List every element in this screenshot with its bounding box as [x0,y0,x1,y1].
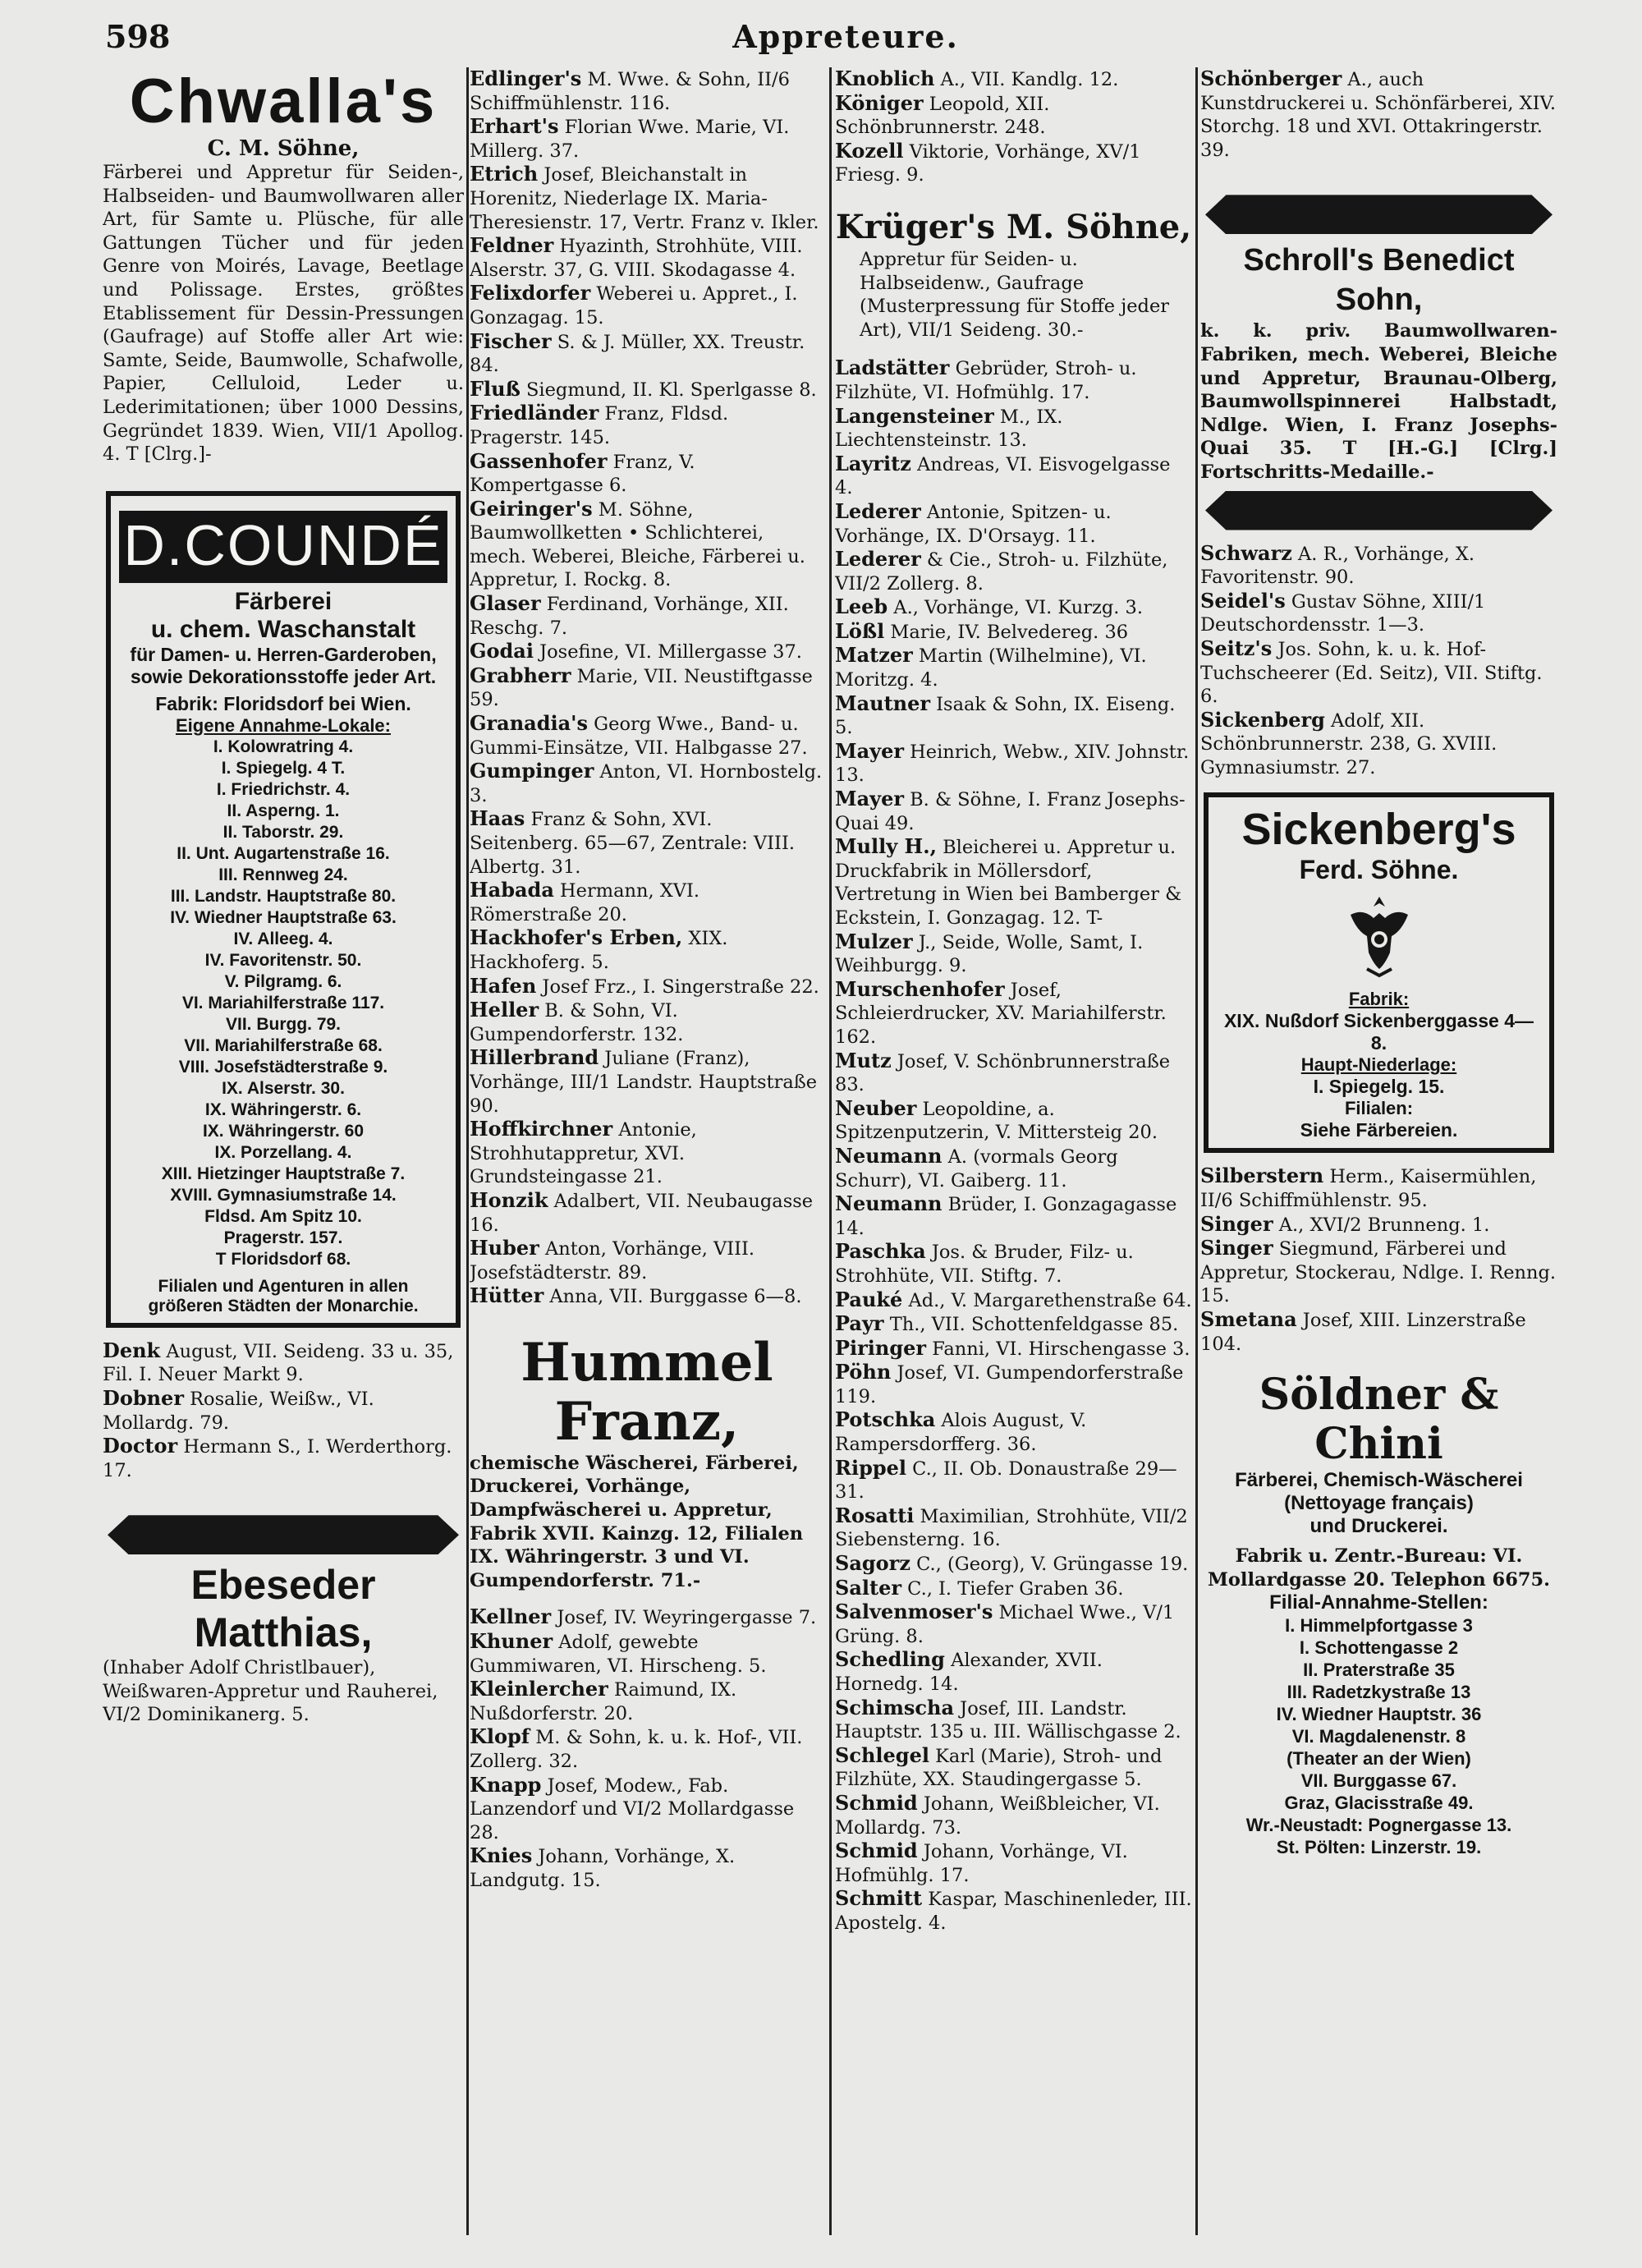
list-item: Seitz's Jos. Sohn, k. u. k. Hof-Tuchscheerer (Ed. Seitz), VII. Stiftg. 6. [1200,636,1543,708]
double-eagle-emblem-icon [1342,890,1416,980]
schroll-title: Schroll's Benedict Sohn, [1243,243,1515,318]
ebeseder-title: Ebeseder Matthias, [190,1562,376,1656]
list-item: Layritz Andreas, VI. Eisvogelgasse 4. [835,451,1171,499]
list-item: Leeb A., Vorhänge, VI. Kurzg. 3. [835,595,1143,619]
hummel-title: Hummel Franz, [521,1331,773,1453]
sickenberg-filialen-label: Filialen: [1344,1098,1414,1119]
list-item: Salter C., I. Tiefer Graben 36. [835,1575,1124,1600]
list-item: Ladstätter Gebrüder, Stroh- u. Filzhüte, VI. Hofmühlg. 17. [835,356,1137,403]
list-item: Matzer Martin (Wilhelmine), VI. Moritzg. 4. [835,643,1147,691]
list-item: Grabherr Marie, VII. Neustiftgasse 59. [470,663,813,711]
list-item: Khuner Adolf, gewebte Gummiwaren, VI. Hirscheng. 5. [470,1629,767,1677]
list-item: Neumann A. (vormals Georg Schurr), VI. Gaiberg. 11. [835,1143,1118,1191]
soeldner-ad [1200,1370,1557,1858]
list-item: Piringer Fanni, VI. Hirschengasse 3. [835,1335,1190,1360]
krueger-ad [835,207,1192,342]
list-item: Honzik Adalbert, VII. Neubaugasse 16. [470,1187,814,1236]
col4-entries-2 [1200,542,1557,780]
list-item: Fischer S. & J. Müller, XX. Treustr. 84. [470,328,805,377]
list-item: Neumann Brüder, I. Gonzagagasse 14. [835,1191,1177,1239]
list-item: Felixdorfer Weberei u. Appret., I. Gonzagag. 15. [470,281,798,328]
sickenberg-niederlage-label: Haupt-Niederlage: [1300,1054,1457,1076]
sickenberg-fabrik-label: Fabrik: [1348,989,1410,1010]
krueger-body: Appretur für Seiden- u. Halbseidenw., Gaufrage (Musterpressung für Stoffe jeder Art), VII/1 Seideng. 30.- [860,248,1170,341]
soeldner-filials: I. Himmelpfortgasse 3 I. Schottengasse 2 II. Praterstraße 35 III. Radetzkystraße 13 IV. Wiedner Hauptstr. 36 VI. Magdalenenstr. 8 (Theater an der Wien) VII. Burggasse 67. Graz, Glacisstraße 49. Wr.-Neustadt: Pognergasse 13. St. Pölten: Linzerstr. 19. [1245,1615,1512,1858]
list-item: Dobner Rosalie, Weißw., VI. Mollardg. 79. [103,1385,374,1434]
list-item: Schimscha Josef, III. Landstr. Hauptstr. 135 u. III. Wällischgasse 2. [835,1695,1181,1743]
krueger-title: Krüger's M. Söhne, [835,207,1192,246]
counde-line1: Färberei [234,587,333,615]
chwalla-title: Chwalla's [129,67,438,136]
list-item: Geiringer's M. Söhne, Baumwollketten • Schlichterei, mech. Weberei, Bleiche, Färberei u. Appretur, I. Rockg. 8. [470,496,805,591]
ebeseder-body: (Inhaber Adolf Christlbauer), Weißwaren-Appretur und Rauherei, VI/2 Dominikanerg. 5. [103,1657,438,1726]
soeldner-fabrik: Fabrik u. Zentr.-Bureau: VI. Mollardgasse 20. Telephon 6675. [1207,1545,1551,1591]
list-item: Knapp Josef, Modew., Fab. Lanzendorf und VI/2 Mollardgasse 28. [470,1772,795,1843]
list-item: Schwarz A. R., Vorhänge, X. Favoritenstr. 90. [1200,540,1475,589]
column-rule [829,67,832,2235]
list-item: Kozell Viktorie, Vorhänge, XV/1 Friesg. 9. [835,138,1141,186]
col3-entries [835,67,1192,187]
list-item: Feldner Hyazinth, Strohhüte, VIII. Alserstr. 37, G. VIII. Skodagasse 4. [470,233,803,281]
col4-entries-3 [1200,1164,1557,1356]
hummel-ad [470,1331,824,1593]
sickenberg-subtitle: Ferd. Söhne. [1299,855,1459,885]
list-item: Klopf M. & Sohn, k. u. k. Hof-, VII. Zollerg. 32. [470,1724,803,1772]
list-item: Mayer Heinrich, Webw., XIV. Johnstr. 13. [835,738,1190,787]
list-item: Lößl Marie, IV. Belvedereg. 36 [835,618,1129,643]
list-item: Lederer & Cie., Stroh- u. Filzhüte, VII/2 Zollerg. 8. [835,547,1168,595]
list-item: Schlegel Karl (Marie), Stroh- und Filzhüte, XX. Staudingergasse 5. [835,1742,1163,1791]
list-item: Lederer Antonie, Spitzen- u. Vorhänge, IX. D'Orsayg. 11. [835,498,1112,547]
list-item: Langensteiner M., IX. Liechtensteinstr. 13. [835,403,1063,452]
hummel-body: chemische Wäscherei, Färberei, Druckerei, Vorhänge, Dampfwäscherei u. Appretur, Fabrik XVII. Kainzg. 12, Filialen IX. Währingerstr. 3 und VI. Gumpendorferstr. 71.- [470,1452,804,1591]
counde-annahme-title: Eigene Annahme-Lokale: [175,714,391,736]
counde-ad [106,491,461,1328]
list-item: Sickenberg Adolf, XII. Schönbrunnerstr. 238, G. XVIII. Gymnasiumstr. 27. [1200,707,1498,778]
list-item: Neuber Leopoldine, a. Spitzenputzerin, V. Mittersteig 20. [835,1095,1158,1144]
list-item: Hoffkirchner Antonie, Strohhutappretur, XVI. Grundsteingasse 21. [470,1117,697,1188]
col2-entries [470,67,824,1309]
list-item: Singer A., XVI/2 Brunneng. 1. [1200,1211,1490,1236]
list-item: Huber Anton, Vorhänge, VIII. Josefstädterstr. 89. [470,1236,755,1283]
list-item: Potschka Alois August, V. Rampersdorfferg. 36. [835,1407,1087,1456]
list-item: Pöhn Josef, VI. Gumpendorferstraße 119. [835,1360,1184,1407]
soeldner-line3: und Druckerei. [1309,1515,1448,1538]
list-item: Hafen Josef Frz., I. Singerstraße 22. [470,973,819,998]
list-item: Mayer B. & Söhne, I. Franz Josephs-Quai 49. [835,787,1186,834]
divider-bar [1205,491,1553,530]
page-number: 598 [105,18,171,55]
counde-locations: I. Kolowratring 4. I. Spiegelg. 4 T. I. Friedrichstr. 4. II. Asperng. 1. II. Taborstr. 29. II. Unt. Augartenstraße 16. III. Rennweg 24. III. Landstr. Hauptstraße 80. IV. Wiedner Hauptstraße 63. IV. Alleeg. 4. IV. Favoritenstr. 50. V. Pilgramg. 6. VI. Mariahilferstraße 117. VII. Burgg. 79. VII. Mariahilferstraße 68. VIII. Josefstädterstraße 9. IX. Alserstr. 30. IX. Währingerstr. 6. IX. Währingerstr. 60 IX. Porzellang. 4. XIII. Hietzinger Hauptstraße 7. XVIII. Gymnasiumstraße 14. Fldsd. Am Spitz 10. Pragerstr. 157. T Floridsdorf 68. [161,737,406,1269]
list-item: Schmid Johann, Vorhänge, VI. Hofmühlg. 17. [835,1839,1128,1886]
soeldner-title: Söldner & Chini [1259,1370,1499,1470]
counde-line3: für Damen- u. Herren-Garderoben, sowie Dekorationsstoffe jeder Art. [130,643,437,687]
ebeseder-ad [103,1561,464,1727]
col3-entries-2 [835,356,1192,1935]
list-item: Gumpinger Anton, VI. Hornbostelg. 3. [470,759,823,806]
list-item: Mulzer J., Seide, Wolle, Samt, I. Weihburgg. 9. [835,929,1144,977]
column-1 [103,67,464,2235]
list-item: Knies Johann, Vorhänge, X. Landgutg. 15. [470,1843,736,1891]
chwalla-ad [103,67,464,466]
sickenberg-ad [1204,792,1554,1153]
list-item: Hütter Anna, VII. Burggasse 6—8. [470,1283,802,1308]
list-item: Denk August, VII. Seideng. 33 u. 35, Fil. I. Neuer Markt 9. [103,1338,454,1386]
soeldner-filial-title: Filial-Annahme-Stellen: [1269,1591,1488,1614]
soeldner-line1: Färberei, Chemisch-Wäscherei [1235,1469,1523,1492]
list-item: Sagorz C., (Georg), V. Grüngasse 19. [835,1551,1189,1576]
list-item: Königer Leopold, XII. Schönbrunnerstr. 248. [835,90,1050,139]
list-item: Seidel's Gustav Söhne, XIII/1 Deutschordensstr. 1—3. [1200,588,1486,636]
list-item: Mully H., Bleicherei u. Appretur u. Druckfabrik in Möllersdorf, Vertretung in Wien bei Bamberger & Eckstein, I. Gonzagag. 12. T- [835,834,1182,929]
counde-logo: D.COUNDÉ [119,511,447,583]
list-item: Pauké Ad., V. Margarethenstraße 64. [835,1287,1192,1311]
list-item: Gassenhofer Franz, V. Kompertgasse 6. [470,448,695,497]
list-item: Doctor Hermann S., I. Werderthorg. 17. [103,1434,452,1481]
list-item: Smetana Josef, XIII. Linzerstraße 104. [1200,1307,1526,1355]
list-item: Rippel C., II. Ob. Donaustraße 29—31. [835,1455,1177,1504]
list-item: Kellner Josef, IV. Weyringergasse 7. [470,1605,817,1629]
column-4 [1200,67,1557,2235]
list-item: Singer Siegmund, Färberei und Appretur, Stockerau, Ndlge. I. Renng. 15. [1200,1236,1557,1307]
list-item: Mautner Isaak & Sohn, IX. Eiseng. 5. [835,691,1176,739]
list-item: Godai Josefine, VI. Millergasse 37. [470,639,802,663]
divider-bar [108,1515,459,1554]
list-item: Etrich Josef, Bleichanstalt in Horenitz, Niederlage IX. Maria-Theresienstr. 17, Vertr. Franz v. Ikler. [470,162,819,233]
list-item: Murschenhofer Josef, Schleierdrucker, XV. Mariahilferstr. 162. [835,976,1167,1048]
sickenberg-fabrik: XIX. Nußdorf Sickenberggasse 4—8. [1223,1010,1534,1054]
list-item: Mutz Josef, V. Schönbrunnerstraße 83. [835,1048,1171,1096]
list-item: Haas Franz & Sohn, XVI. Seitenberg. 65—67, Zentrale: VIII. Albertg. 31. [470,806,795,878]
list-item: Hillerbrand Juliane (Franz), Vorhänge, III/1 Landstr. Hauptstraße 90. [470,1045,818,1117]
schroll-body: k. k. priv. Baumwollwaren-Fabriken, mech. Weberei, Bleiche und Appretur, Braunau-Olberg, Baumwollspinnerei Halbstadt, Ndlge. Wien, I. Franz Josephs-Quai 35. T [H.-G.] [Clrg.] Fortschritts-Medaille.- [1200,320,1557,483]
list-item: Schmid Johann, Weißbleicher, VI. Mollardg. 73. [835,1790,1160,1839]
column-2 [470,67,824,2235]
divider-bar [1205,195,1553,234]
sickenberg-title: Sickenberg's [1241,805,1516,855]
list-item: Schedling Alexander, XVII. Hornedg. 14. [835,1647,1103,1695]
list-item: Kleinlercher Raimund, IX. Nußdorferstr. 20. [470,1677,737,1724]
running-title: Appreteure. [732,18,959,55]
list-item: Fluß Siegmund, II. Kl. Sperlgasse 8. [470,376,817,401]
list-item: Friedländer Franz, Fldsd. Pragerstr. 145. [470,401,729,448]
column-rule [466,67,469,2235]
schroll-ad [1200,241,1557,484]
column-3 [835,67,1192,2235]
list-item: Glaser Ferdinand, Vorhänge, XII. Reschg. 7. [470,591,789,639]
list-item: Hackhofer's Erben, XIX. Hackhoferg. 5. [470,925,728,973]
soeldner-line2: (Nettoyage français) [1284,1492,1474,1515]
list-item: Edlinger's M. Wwe. & Sohn, II/6 Schiffmühlenstr. 116. [470,67,790,114]
col1-entries [103,1339,464,1483]
col2-entries-2 [470,1605,824,1892]
list-item: Silberstern Herm., Kaisermühlen, II/6 Schiffmühlenstr. 95. [1200,1164,1537,1212]
list-item: Rosatti Maximilian, Strohhüte, VII/2 Siebensterng. 16. [835,1503,1188,1551]
list-item: Erhart's Florian Wwe. Marie, VI. Millerg. 37. [470,114,790,162]
counde-line2: u. chem. Waschanstalt [150,615,416,643]
list-item: Payr Th., VII. Schottenfeldgasse 85. [835,1311,1179,1336]
chwalla-subtitle: C. M. Söhne, [207,136,360,161]
list-item: Heller B. & Sohn, VI. Gumpendorferstr. 132. [470,998,684,1045]
list-item: Salvenmoser's Michael Wwe., V/1 Grüng. 8. [835,1600,1175,1647]
sickenberg-filialen: Siehe Färbereien. [1300,1119,1458,1141]
column-rule [1195,67,1198,2235]
counde-footer: Filialen und Agenturen in allen größeren Städten der Monarchie. [148,1276,419,1315]
chwalla-body: Färberei und Appretur für Seiden-, Halbseiden- und Baumwollwaren aller Art, für Samte u. Plüsche, für alle Gattungen Tücher und für jeden Genre von Moirés, Lavage, Beetlage und Polissage. Erstes, größtes Etablissement für Dessin-Pressungen (Gaufrage) auf Stoffe aller Art wie: Samte, Seide, Baumwolle, Schafwolle, Papier, Celluloid, Leder u. Lederimitationen; über 1000 Dessins, Gegründet 1839. Wien, VII/1 Apollog. 4. T [Clrg.]- [103,162,464,466]
counde-fabrik: Fabrik: Floridsdorf bei Wien. [155,692,411,714]
list-item: Granadia's Georg Wwe., Band- u. Gummi-Einsätze, VII. Halbgasse 27. [470,711,808,759]
list-item: Schönberger A., auch Kunstdruckerei u. Schönfärberei, XIV. Storchg. 18 und XVI. Ottakringerstr. 39. [1200,67,1557,161]
list-item: Schmitt Kaspar, Maschinenleder, III. Apostelg. 4. [835,1886,1192,1934]
list-item: Habada Hermann, XVI. Römerstraße 20. [470,878,700,925]
list-item: Paschka Jos. & Bruder, Filz- u. Strohhüte, VII. Stiftg. 7. [835,1239,1134,1287]
sickenberg-niederlage: I. Spiegelg. 15. [1313,1076,1445,1098]
list-item: Knoblich A., VII. Kandlg. 12. [835,67,1119,90]
